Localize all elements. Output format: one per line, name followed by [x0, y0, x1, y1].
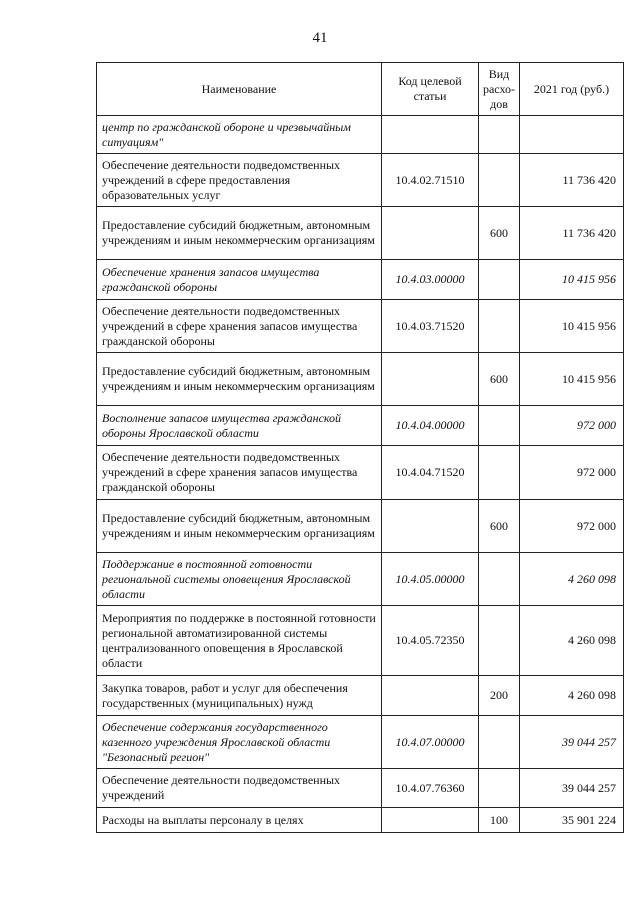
row-code	[382, 353, 479, 406]
row-code: 10.4.05.72350	[382, 606, 479, 676]
row-sum: 10 415 956	[520, 353, 624, 406]
row-kind	[479, 553, 520, 606]
row-name: Поддержание в постоянной готовности региональной системы оповещения Ярославской области	[97, 553, 382, 606]
table-row	[97, 446, 624, 500]
row-sum: 39 044 257	[520, 769, 624, 808]
row-name: Закупка товаров, работ и услуг для обеспечения государственных (муниципальных) нужд	[97, 676, 382, 716]
row-kind: 200	[479, 676, 520, 716]
header-sum: 2021 год (руб.)	[520, 63, 624, 116]
row-code: 10.4.03.71520	[382, 300, 479, 353]
row-code: 10.4.07.00000	[382, 716, 479, 769]
row-code: 10.4.02.71510	[382, 154, 479, 207]
table-header-row	[97, 63, 624, 116]
row-sum: 10 415 956	[520, 300, 624, 353]
row-sum: 4 260 098	[520, 606, 624, 676]
row-kind	[479, 300, 520, 353]
table-row	[97, 353, 624, 406]
row-code	[382, 116, 479, 154]
row-kind: 600	[479, 500, 520, 553]
row-kind	[479, 260, 520, 300]
row-kind	[479, 116, 520, 154]
row-sum: 4 260 098	[520, 676, 624, 716]
row-kind	[479, 716, 520, 769]
table-row	[97, 676, 624, 716]
page-number: 41	[312, 30, 328, 46]
table-row	[97, 406, 624, 446]
row-name: Обеспечение деятельности подведомственных учреждений в сфере хранения запасов имущества гражданской обороны	[97, 300, 382, 353]
row-code	[382, 676, 479, 716]
row-kind	[479, 406, 520, 446]
row-name: Обеспечение деятельности подведомственных учреждений	[97, 769, 382, 808]
table-row	[97, 553, 624, 606]
row-sum: 39 044 257	[520, 716, 624, 769]
row-name: центр по гражданской обороне и чрезвычайным ситуациям"	[97, 116, 382, 154]
row-kind: 600	[479, 207, 520, 260]
row-sum: 11 736 420	[520, 207, 624, 260]
row-code: 10.4.03.00000	[382, 260, 479, 300]
row-sum: 4 260 098	[520, 553, 624, 606]
row-name: Мероприятия по поддержке в постоянной готовности региональной автоматизированной системы централизованного оповещения в Ярославской области	[97, 606, 382, 676]
row-kind: 100	[479, 808, 520, 833]
row-kind	[479, 446, 520, 500]
row-name: Расходы на выплаты персоналу в целях	[97, 808, 382, 833]
table-row	[97, 606, 624, 676]
table-row	[97, 500, 624, 553]
header-kind: Вид расхо-дов	[479, 63, 520, 116]
table-row	[97, 116, 624, 154]
row-name: Предоставление субсидий бюджетным, автономным учреждениям и иным некоммерческим организациям	[97, 500, 382, 553]
table-row	[97, 154, 624, 207]
table-row	[97, 207, 624, 260]
row-code: 10.4.04.71520	[382, 446, 479, 500]
row-code	[382, 808, 479, 833]
header-code: Код целевой статьи	[382, 63, 479, 116]
row-kind	[479, 154, 520, 207]
header-name: Наименование	[97, 63, 382, 116]
row-name: Обеспечение деятельности подведомственных учреждений в сфере предоставления образовательных услуг	[97, 154, 382, 207]
row-sum: 10 415 956	[520, 260, 624, 300]
row-name: Обеспечение содержания государственного казенного учреждения Ярославской области "Безопасный регион"	[97, 716, 382, 769]
row-code: 10.4.07.76360	[382, 769, 479, 808]
row-sum: 35 901 224	[520, 808, 624, 833]
table-row	[97, 769, 624, 808]
row-sum: 972 000	[520, 500, 624, 553]
budget-table	[96, 62, 624, 833]
row-name: Обеспечение деятельности подведомственных учреждений в сфере хранения запасов имущества гражданской обороны	[97, 446, 382, 500]
row-name: Обеспечение хранения запасов имущества гражданской обороны	[97, 260, 382, 300]
row-code: 10.4.05.00000	[382, 553, 479, 606]
row-kind: 600	[479, 353, 520, 406]
row-name: Предоставление субсидий бюджетным, автономным учреждениям и иным некоммерческим организациям	[97, 353, 382, 406]
row-sum: 11 736 420	[520, 154, 624, 207]
row-sum: 972 000	[520, 406, 624, 446]
table-row	[97, 716, 624, 769]
row-code	[382, 500, 479, 553]
table-row	[97, 260, 624, 300]
row-code: 10.4.04.00000	[382, 406, 479, 446]
table-row	[97, 300, 624, 353]
row-kind	[479, 606, 520, 676]
table-row	[97, 808, 624, 833]
row-kind	[479, 769, 520, 808]
row-code	[382, 207, 479, 260]
row-sum: 972 000	[520, 446, 624, 500]
row-sum	[520, 116, 624, 154]
row-name: Восполнение запасов имущества гражданской обороны Ярославской области	[97, 406, 382, 446]
row-name: Предоставление субсидий бюджетным, автономным учреждениям и иным некоммерческим организациям	[97, 207, 382, 260]
